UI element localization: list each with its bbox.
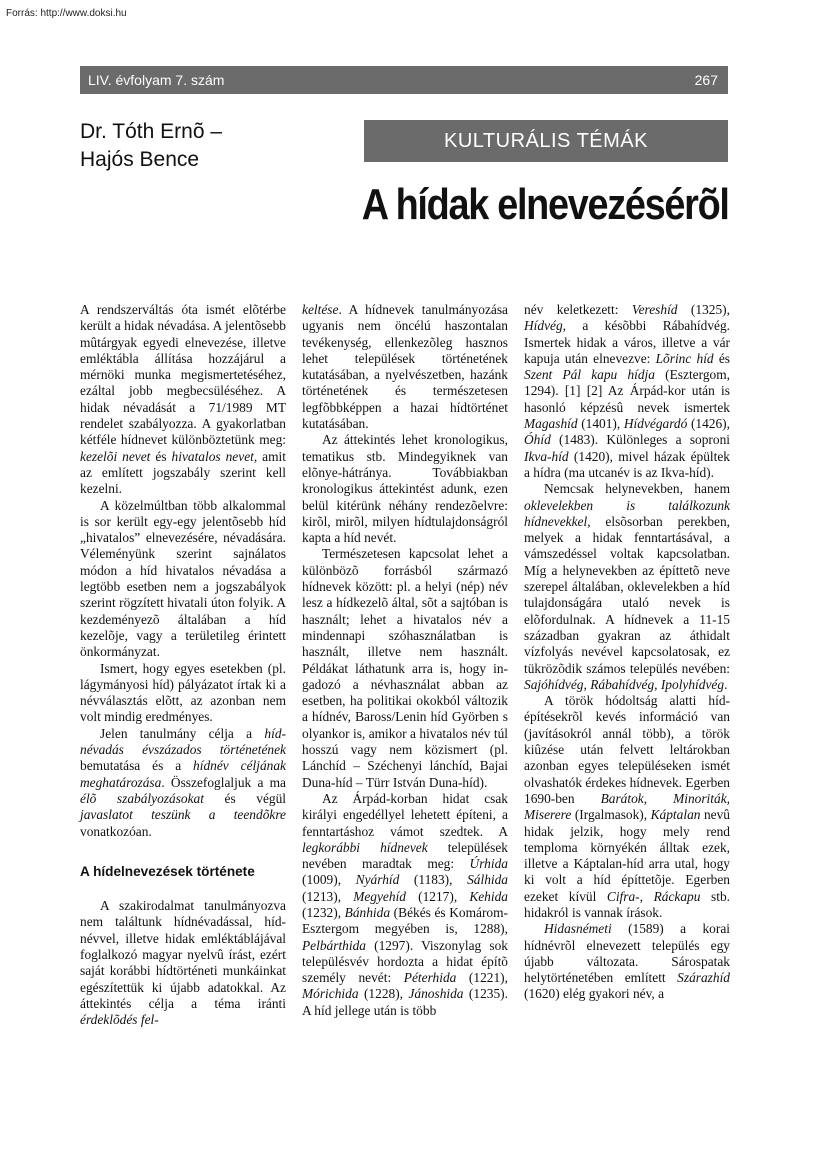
italic-term: érdeklõdés fel- xyxy=(80,1012,159,1028)
paragraph: A török hódoltság alatti hídépítésekrõl kevés információ van (javításokról annál több), a török kiûzése után felvett leltárokban azonban egyes településeken ismét olvashatók érdekes hídnevek. Egerben 1690-ben Barátok, Minoriták, Miserere (Irgalmasok), Káptalan nevû hidak jelzik, hogy mely rend temploma környékén álltak ezek, illetve a Káptalan-híd arra utal, hogy ki volt a híd építtetõje. Egerben ezeket kívül Cifra-, Ráckapu stb. hidakról is vannak írások. xyxy=(524,693,731,920)
paragraph: Hidasnémeti (1589) a korai hídnévrõl elnevezett település egy újabb változata. Sárospatak helytörténetében említett Szárazhíd (1620) elég gyakori név, a xyxy=(524,921,730,1002)
paragraph: Természetesen kapcsolat lehet a különbözõ forrásból származó hídnevek között: pl. a helyi (nép) név lesz a hídkezelõ által, sõt a sajtóban is használt; lehet a hivatalos név a mindennapi szóhasználatban is használt, illetve nem használt. Példákat láthatunk arra is, hogy ingadozó a névhasználat abban az esetben, ha politikai okokból változik a hídnév, Baross/Lenin híd Györben s olyankor is, amikor a hivatalos név túl hosszú vagy nem közismert (pl. Lánchíd – Széchenyi lánchíd, Bajai Duna-híd – Türr István Duna-híd). xyxy=(302,546,508,790)
text-column-2 xyxy=(302,302,508,1019)
paragraph: név keletkezett: Vereshíd (1325), Hídvég, a késõbbi Rábahídvég. Ismertek hidak a város, illetve a vár kapuja után elnevezve: Lõrinc híd és Szent Pál kapu hídja (Esztergom, 1294). [1] [2] Az Árpád-kor után is hasonló képzésû nevek ismertek Magashíd (1401), Hídvégardó (1426), Óhíd (1483). Különleges a soproni Ikva-híd (1420), mivel házak épültek a hídra (ma utcanév is az Ikva-híd). xyxy=(524,302,730,480)
italic-term: Mórichida xyxy=(302,986,359,1002)
paragraph: Az áttekintés lehet kronologikus, tematikus stb. Mindegyiknek van elõnye-hátránya. Továbbiakban kronologikus áttekintést adunk, ezen belül kitérünk néhány rendezõelvre: kirõl, mirõl, milyen hídtulajdonságról kapta a híd nevét. xyxy=(302,432,508,546)
italic-term: Barátok, Minoriták, Miserere xyxy=(524,790,730,823)
italic-term: Magashíd xyxy=(524,416,578,432)
paragraph: Az Árpád-korban hidat csak királyi engedéllyel lehetett építeni, a fenntartáshoz vámot szedtek. A legkorábbi hídnevek települések nevében maradtak meg: Úrhida (1009), Nyárhíd (1183), Sálhida (1213), Megyehíd (1217), Kehida (1232), Bánhida (Békés és Komárom-Esztergom megyében is, 1288), Pelbárthida (1297). Viszonylag sok településvév hordozta a hidat építõ személy nevét: Péterhida (1221), Mórichida (1228), Jánoshida (1235). A híd jellege után is több xyxy=(302,790,508,1018)
authors xyxy=(80,118,222,174)
paragraph: Jelen tanulmány célja a hídnévadás évszázados történetének bemutatása és a hídnév céljának meghatározása. Összefoglaljuk a ma élõ szabályozásokat és végül javaslatot teszünk a teendõkre vonatkozóan. xyxy=(80,725,286,839)
source-note: Forrás: http://www.doksi.hu xyxy=(6,8,127,19)
italic-term: keltése xyxy=(302,302,339,317)
section-text: KULTURÁLIS TÉMÁK xyxy=(444,129,648,152)
italic-term: Szent Pál kapu hídja xyxy=(524,367,655,383)
italic-term: Hidasnémeti xyxy=(544,921,612,937)
author-line-2: Hajós Bence xyxy=(80,148,200,171)
italic-term: Szárazhíd xyxy=(677,970,730,986)
italic-term: élõ szabályozásokat xyxy=(80,790,204,806)
italic-term: Pelbárthida xyxy=(302,937,366,953)
italic-term: Ikva-híd xyxy=(524,448,569,464)
italic-term: Péterhida xyxy=(403,970,457,986)
italic-term: hídnév céljának meghatározása xyxy=(80,758,286,790)
italic-term: Úrhida xyxy=(469,856,508,872)
paragraph: A rendszerváltás óta ismét elõtérbe került a hidak névadása. A jelentõsebb mûtárgyak egyedi elnevezése, illetve emléktábla állítása hozzájárul a mérnöki munka megismertetéséhez, ezáltal jobb megbecsüléséhez. A hidak névadását a 71/1989 MT rendelet szabályozza. A gyakorlatban kétféle hídnevet különböztetünk meg: kezelõi nevet és hivatalos nevet, amit az említett jogszabály szerint kell kezelni. xyxy=(80,302,286,497)
italic-term: Hídvég xyxy=(524,318,563,334)
paragraph: Nemcsak helynevekben, hanem oklevelekben is találkozunk hídnevekkel, elsõsorban perekben, melyek a hidak fenntartásával, a vámszedéssel voltak kapcsolatban. Míg a helynevekben az építtetõ neve szerepel általában, oklevelekben a híd tulajdonságára utaló nevek is elõfordulnak. A hídnevek a 11-15 században gyakran az áthidalt vízfolyás nevével kapcsolatosak, ez tükrözõdik számos település nevében: Sajóhídvég, Rábahídvég, Ipolyhídvég. xyxy=(524,481,730,692)
italic-term: Kehida xyxy=(469,888,508,904)
text-column-1 xyxy=(80,302,286,1028)
italic-term: Cifra-, Ráckapu xyxy=(606,888,701,904)
italic-term: legkorábbi hídnevek xyxy=(302,839,428,855)
italic-term: oklevelekben is találkozunk hídnevekkel xyxy=(524,497,730,529)
italic-term: Sajóhídvég, Rábahídvég, Ipolyhídvég xyxy=(524,676,725,692)
italic-term: Vereshíd xyxy=(631,302,678,317)
text-column-3 xyxy=(524,302,730,1003)
running-header xyxy=(80,66,728,94)
volume-label: LIV. évfolyam 7. szám xyxy=(88,72,225,88)
italic-term: Nyárhíd xyxy=(355,872,400,888)
paragraph: keltése. A hídnevek tanulmányozása ugyanis nem öncélú haszontalan tevékenység, ellenkezõleg hasznos lehet települések történetének kutatásában, a nyelvészetben, hazánk történetének és természetesen legfõbbképpen a hazai hídtörténet kutatásában. xyxy=(302,302,508,432)
italic-term: Káptalan xyxy=(650,807,701,823)
paragraph: A szakirodalmat tanulmányozva nem találtunk hídnévadással, hídnévvel, illetve hidak emléktáblájával foglalkozó magyar nyelvû írást, ezért saját korábbi hídtörténeti munkáinkat egészítettük ki újabb adatokkal. Az áttekintés célja a téma iránti érdeklõdés fel- xyxy=(80,898,286,1028)
italic-term: Lõrinc híd xyxy=(655,350,714,366)
italic-term: Jánoshida xyxy=(408,986,464,1002)
italic-term: javaslatot teszünk a teendõkre xyxy=(80,807,286,823)
paragraph: A közelmúltban több alkalommal is sor került egy-egy jelentõsebb híd „hivatalos” elnevezésére, névadására. Véleményünk szerint sajnálatos módon a híd hivatalos névadása a legtöbb esetben nem a jogszabályok szerint rögzített hivatali úton folyik. A kezdeményezõ általában a híd kezelõje, vagy a területileg érintett önkormányzat. xyxy=(80,497,286,660)
italic-term: Bánhida xyxy=(344,904,391,920)
italic-term: hivatalos nevet xyxy=(171,448,254,464)
italic-term: Óhíd xyxy=(524,432,551,448)
author-line-1: Dr. Tóth Ernõ – xyxy=(80,120,223,143)
italic-term: kezelõi nevet xyxy=(80,448,151,464)
italic-term: hídnévadás évszázados történetének xyxy=(80,725,286,758)
section-heading: A hídelnevezések története xyxy=(80,863,255,879)
paragraph: Ismert, hogy egyes esetekben (pl. lágymányosi híd) pályázatot írtak ki a névválasztás elõtt, az azonban nem volt mindig eredményes. xyxy=(80,660,286,725)
section-label xyxy=(364,120,728,162)
page-number: 267 xyxy=(694,72,718,88)
italic-term: Sálhida xyxy=(467,872,508,888)
italic-term: Hídvégardó xyxy=(623,416,688,432)
italic-term: Megyehíd xyxy=(353,888,406,904)
article-title: A hídak elnevezésérõl xyxy=(362,180,729,229)
